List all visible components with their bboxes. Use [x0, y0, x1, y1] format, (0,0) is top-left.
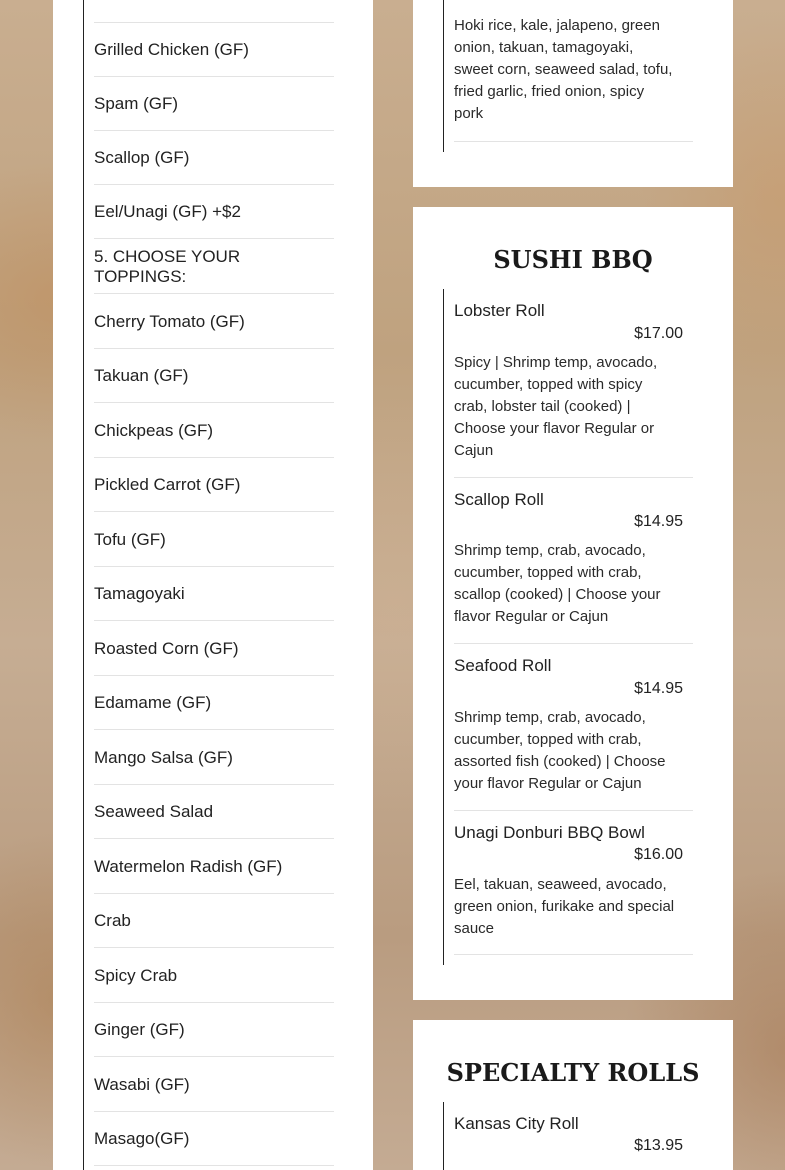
option-item[interactable]: Edamame (GF): [94, 676, 334, 730]
item-description: Spicy | Shrimp temp, avocado, cucumber, topped with spicy crab, lobster tail (cooked) | Choose your flavor Regular or Cajun: [454, 354, 658, 459]
option-item[interactable]: Mango Salsa (GF): [94, 731, 334, 785]
option-item[interactable]: Grilled Chicken (GF): [94, 23, 334, 77]
item-price: $13.95: [634, 1137, 683, 1154]
item-name: Unagi Donburi BBQ Bowl: [454, 823, 645, 842]
menu-item-kansas-city-roll[interactable]: [454, 1114, 693, 1170]
item-description: Shrimp temp, crab, avocado, cucumber, topped with crab, assorted fish (cooked) | Choose your flavor Regular or Cajun: [454, 709, 666, 792]
sushi-bbq-section: [413, 207, 733, 1000]
option-item[interactable]: Tofu (GF): [94, 513, 334, 567]
option-item[interactable]: Eel/Unagi (GF) +$2: [94, 185, 334, 239]
option-item[interactable]: Crab: [94, 894, 334, 948]
section-rail: [443, 1102, 444, 1170]
option-item[interactable]: Tamagoyaki: [94, 567, 334, 621]
specialty-rolls-section: [413, 1020, 733, 1170]
menu-item-seafood-roll[interactable]: [454, 656, 693, 811]
item-name: Seafood Roll: [454, 656, 552, 675]
section-title: SUSHI BBQ: [493, 245, 653, 274]
menu-item-unagi-donburi[interactable]: [454, 823, 693, 955]
options-rail: [83, 0, 84, 1170]
item-description: Hoki rice, kale, jalapeno, green onion, takuan, tamagoyaki, sweet corn, seaweed salad, tofu, fried garlic, fried onion, spicy pork: [454, 17, 673, 122]
bowl-rail: [443, 0, 444, 152]
option-item-cutoff: [94, 0, 334, 23]
option-item[interactable]: Takuan (GF): [94, 349, 334, 403]
section-rail: [443, 289, 444, 965]
toppings-heading: 5. CHOOSE YOUR TOPPINGS:: [94, 240, 334, 294]
item-price: $17.00: [634, 325, 683, 342]
option-item[interactable]: Chickpeas (GF): [94, 404, 334, 458]
option-item[interactable]: Roasted Corn (GF): [94, 622, 334, 676]
option-item[interactable]: Spicy Crab: [94, 949, 334, 1003]
menu-item-lobster-roll[interactable]: [454, 301, 693, 478]
option-item[interactable]: Seaweed Salad: [94, 785, 334, 839]
option-item[interactable]: Scallop (GF): [94, 131, 334, 185]
option-item[interactable]: Pickled Carrot (GF): [94, 458, 334, 512]
menu-item[interactable]: [454, 0, 693, 142]
item-description: Eel, takuan, seaweed, avocado, green onion, furikake and special sauce: [454, 876, 675, 937]
item-name: Kansas City Roll: [454, 1114, 579, 1133]
options-panel: [53, 0, 373, 1170]
item-name: Scallop Roll: [454, 490, 544, 509]
item-price: $16.00: [634, 846, 683, 863]
bowl-panel: [413, 0, 733, 187]
option-item[interactable]: Wasabi (GF): [94, 1058, 334, 1112]
section-title: SPECIALTY ROLLS: [446, 1058, 700, 1087]
option-item[interactable]: Watermelon Radish (GF): [94, 840, 334, 894]
item-price: $14.95: [634, 513, 683, 530]
item-price: $14.95: [634, 680, 683, 697]
item-name: Lobster Roll: [454, 301, 545, 320]
option-item[interactable]: Cherry Tomato (GF): [94, 295, 334, 349]
option-item[interactable]: Spam (GF): [94, 77, 334, 131]
menu-item-scallop-roll[interactable]: [454, 490, 693, 644]
item-description: Shrimp temp, crab, avocado, cucumber, topped with crab, scallop (cooked) | Choose your flavor Regular or Cajun: [454, 542, 661, 625]
option-item[interactable]: Masago(GF): [94, 1112, 334, 1166]
option-item[interactable]: Ginger (GF): [94, 1003, 334, 1057]
